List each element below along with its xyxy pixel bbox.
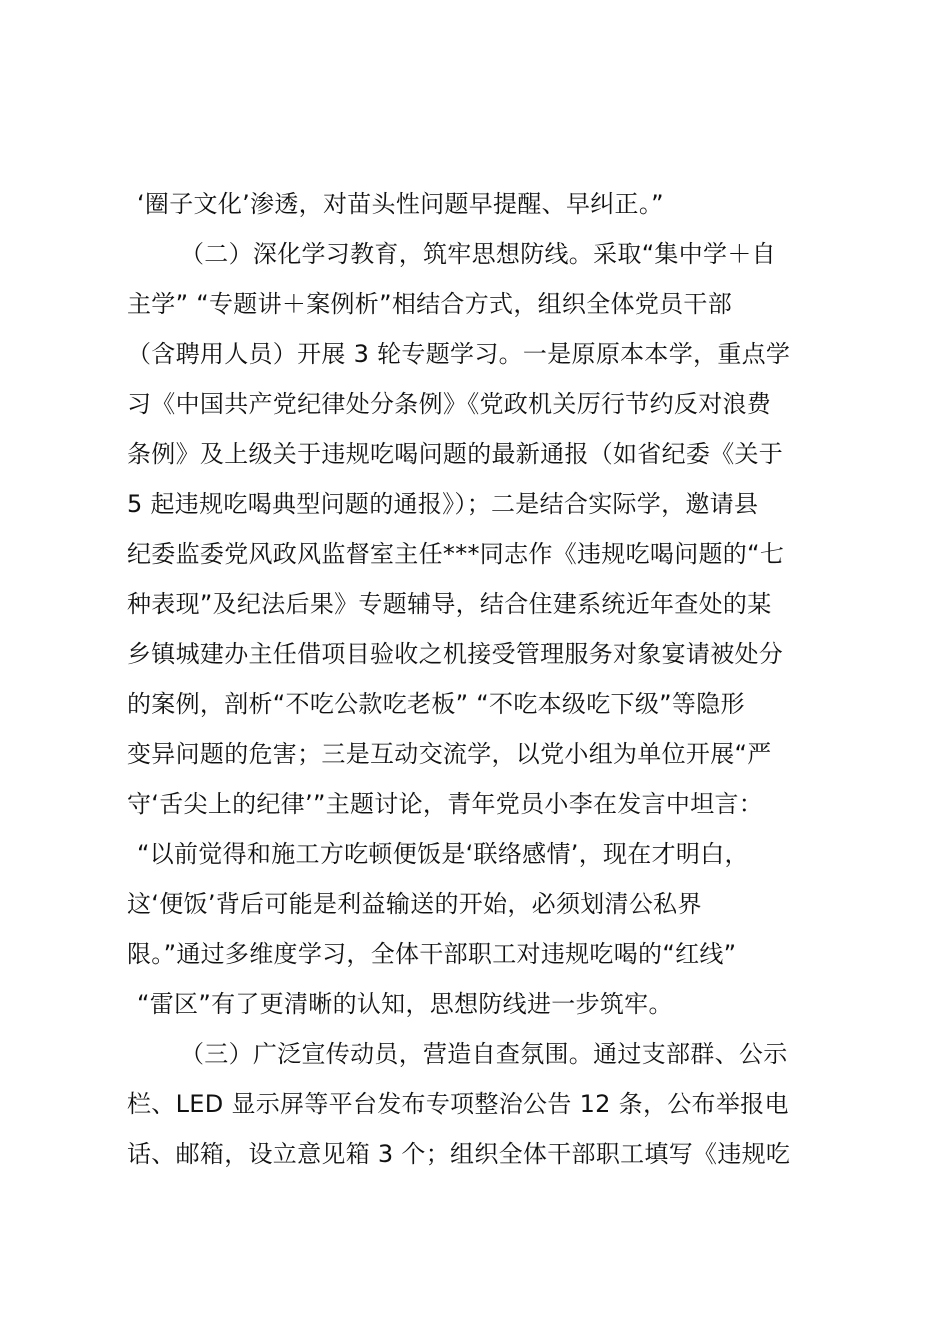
text-line-15: 这‘便饭’背后可能是利益输送的开始，必须划清公私界	[127, 890, 702, 918]
text-line-12: 变异问题的危害；三是互动交流学，以党小组为单位开展“严	[127, 740, 772, 768]
text-line-2: （二）深化学习教育，筑牢思想防线。采取“集中学＋自	[180, 240, 776, 268]
text-line-20: 话、邮箱，设立意见箱 3 个；组织全体干部职工填写《违规吃	[127, 1140, 791, 1168]
text-line-7: 5 起违规吃喝典型问题的通报》）；二是结合实际学，邀请县	[127, 490, 759, 518]
text-line-14: “以前觉得和施工方吃顿便饭是‘联络感情’，现在才明白，	[137, 840, 749, 868]
text-line-19: 栏、LED 显示屏等平台发布专项整治公告 12 条，公布举报电	[127, 1090, 789, 1118]
text-line-13: 守‘舌尖上的纪律’”主题讨论，青年党员小李在发言中坦言：	[127, 790, 764, 818]
text-line-6: 条例》及上级关于违规吃喝问题的最新通报（如省纪委《关于	[127, 440, 784, 468]
text-line-4: （含聘用人员）开展 3 轮专题学习。一是原原本本学，重点学	[127, 340, 791, 368]
text-line-1: ‘圈子文化’渗透，对苗头性问题早提醒、早纠正。”	[137, 190, 664, 218]
text-line-8: 纪委监委党风政风监督室主任***同志作《违规吃喝问题的“七	[127, 540, 785, 568]
text-line-9: 种表现”及纪法后果》专题辅导，结合住建系统近年查处的某	[127, 590, 772, 618]
text-line-11: 的案例，剖析“不吃公款吃老板” “不吃本级吃下级”等隐形	[127, 690, 745, 718]
text-line-10: 乡镇城建办主任借项目验收之机接受管理服务对象宴请被处分	[127, 640, 784, 668]
text-line-5: 习《中国共产党纪律处分条例》《党政机关厉行节约反对浪费	[127, 390, 772, 418]
text-line-18: （三）广泛宣传动员，营造自查氛围。通过支部群、公示	[180, 1040, 788, 1068]
text-line-3: 主学” “专题讲＋案例析”相结合方式，组织全体党员干部	[127, 290, 733, 318]
text-line-17: “雷区”有了更清晰的认知，思想防线进一步筑牢。	[137, 990, 673, 1018]
text-line-16: 限。”通过多维度学习，全体干部职工对违规吃喝的“红线”	[127, 940, 737, 968]
